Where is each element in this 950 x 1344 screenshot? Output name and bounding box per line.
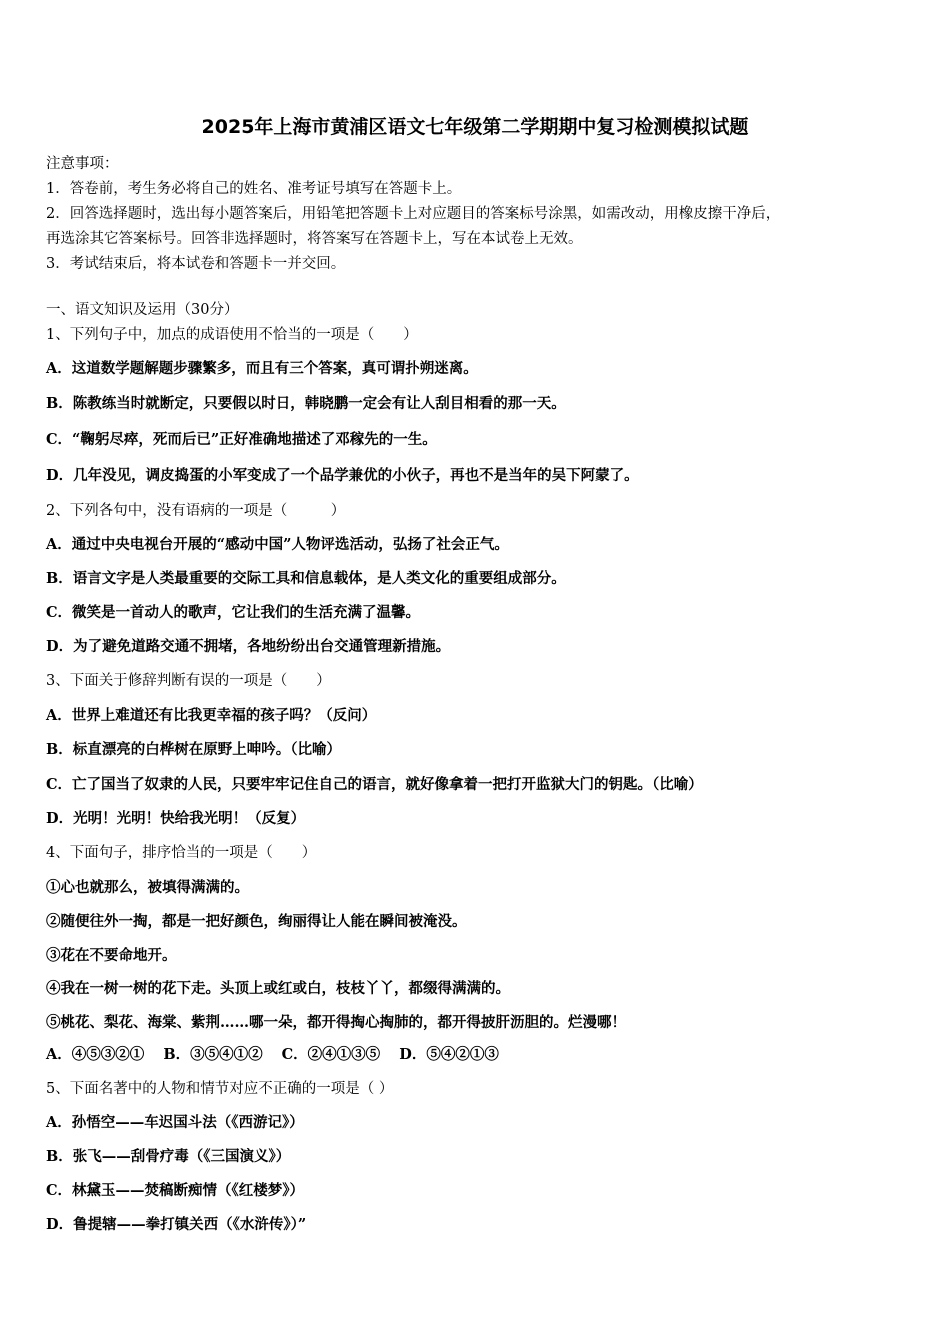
question-4-option-a: A．④⑤③②① [46, 1046, 145, 1063]
question-5-option-c: C．林黛玉——焚稿断痴情（《红楼梦》） [46, 1182, 305, 1199]
question-4-option-c: C．②④①③⑤ [281, 1046, 381, 1063]
question-1-option-d: D．几年没见，调皮捣蛋的小军变成了一个品学兼优的小伙子，再也不是当年的吴下阿蒙了。 [46, 467, 639, 484]
question-4-options [46, 1046, 513, 1064]
question-2-option-b: B．语言文字是人类最重要的交际工具和信息载体，是人类文化的重要组成部分。 [46, 570, 566, 587]
question-3-option-a: A．世界上难道还有比我更幸福的孩子吗？（反问） [46, 707, 377, 724]
question-2-option-d: D．为了避免道路交通不拥堵，各地纷纷出台交通管理新措施。 [46, 638, 451, 655]
question-4-option-b: B．③⑤④①② [163, 1046, 263, 1063]
notes-item: 再选涂其它答案标号。回答非选择题时，将答案写在答题卡上，写在本试卷上无效。 [46, 231, 583, 247]
question-4-stem: 4、下面句子，排序恰当的一项是（ ） [46, 845, 317, 861]
question-3-stem: 3、下面关于修辞判断有误的一项是（ ） [46, 673, 331, 689]
question-4-sentence-2: ②随便往外一掏，都是一把好颜色，绚丽得让人能在瞬间被淹没。 [46, 913, 467, 930]
question-4-option-d: D．⑤④②①③ [399, 1046, 499, 1063]
question-1-option-a: A．这道数学题解题步骤繁多，而且有三个答案，真可谓扑朔迷离。 [46, 360, 478, 377]
question-2-option-c: C．微笑是一首动人的歌声，它让我们的生活充满了温馨。 [46, 604, 421, 621]
question-2-stem: 2、下列各句中，没有语病的一项是（ ） [46, 503, 346, 519]
page-title: 2025年上海市黄浦区语文七年级第二学期期中复习检测模拟试题 [201, 116, 749, 138]
question-3-option-d: D．光明！光明！快给我光明！（反复） [46, 810, 306, 827]
question-4-sentence-4: ④我在一树一树的花下走。头顶上或红或白，枝枝丫丫，都缀得满满的。 [46, 980, 510, 997]
question-1-option-c: C．“鞠躬尽瘁，死而后已”正好准确地描述了邓稼先的一生。 [46, 431, 437, 448]
question-4-sentence-5: ⑤桃花、梨花、海棠、紫荆……哪一朵，都开得掏心掏肺的，都开得披肝沥胆的。烂漫哪！ [46, 1014, 626, 1031]
question-3-option-c: C．亡了国当了奴隶的人民，只要牢牢记住自己的语言，就好像拿着一把打开监狱大门的钥匙。（比喻） [46, 776, 703, 793]
notes-block [46, 152, 906, 277]
notes-item: 1．答卷前，考生务必将自己的姓名、准考证号填写在答题卡上。 [46, 181, 462, 197]
question-5-stem: 5、下面名著中的人物和情节对应不正确的一项是（ ） [46, 1081, 394, 1097]
question-2-option-a: A．通过中央电视台开展的“感动中国”人物评选活动，弘扬了社会正气。 [46, 536, 509, 553]
notes-heading: 注意事项： [46, 156, 119, 172]
question-5-option-a: A．孙悟空——车迟国斗法（《西游记》） [46, 1114, 304, 1131]
question-4-sentence-3: ③花在不要命地开。 [46, 947, 177, 964]
question-1-option-b: B．陈教练当时就断定，只要假以时日，韩晓鹏一定会有让人刮目相看的那一天。 [46, 395, 566, 412]
section-heading: 一、语文知识及运用（30分） [46, 302, 239, 318]
question-1-stem: 1、下列句子中，加点的成语使用不恰当的一项是（ ） [46, 327, 418, 343]
question-5-option-d: D．鲁提辖——拳打镇关西（《水浒传》）” [46, 1216, 307, 1233]
question-3-option-b: B．标直漂亮的白桦树在原野上呻吟。（比喻） [46, 741, 342, 758]
notes-item: 3．考试结束后，将本试卷和答题卡一并交回。 [46, 256, 346, 272]
question-5-option-b: B．张飞——刮骨疗毒（《三国演义》） [46, 1148, 291, 1165]
question-4-sentence-1: ①心也就那么，被填得满满的。 [46, 879, 249, 896]
notes-item: 2．回答选择题时，选出每小题答案后，用铅笔把答题卡上对应题目的答案标号涂黑，如需改动，用橡皮擦干净后， [46, 206, 781, 222]
